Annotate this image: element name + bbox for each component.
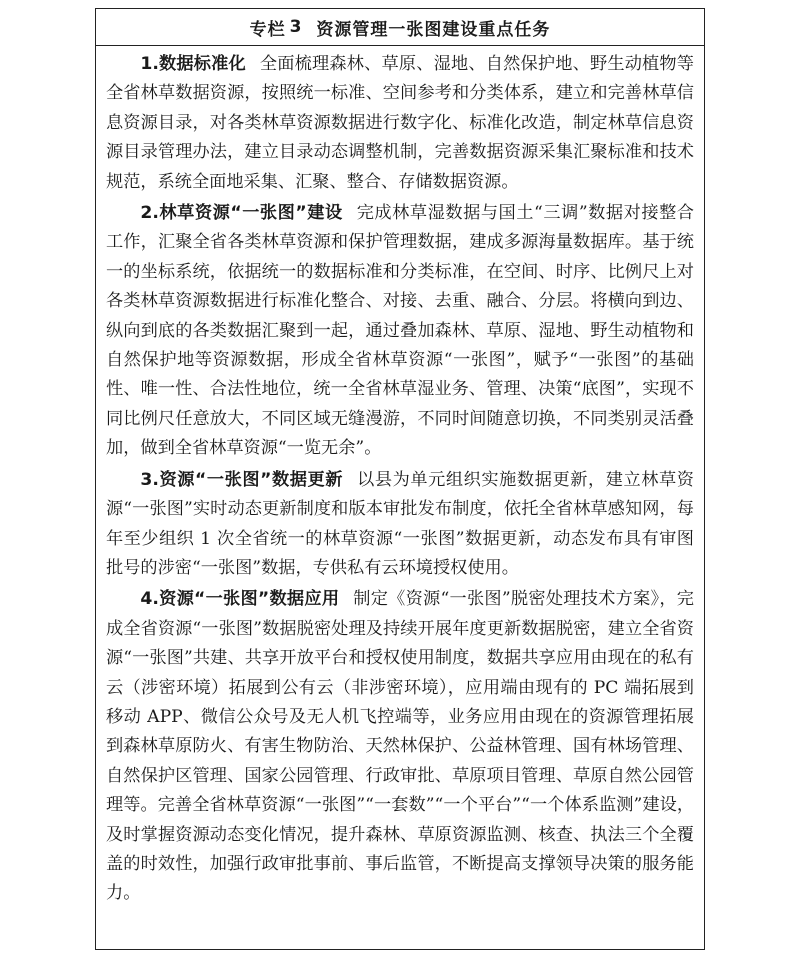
box-title-prefix: 专栏 — [249, 19, 286, 40]
section-one-map-application — [106, 585, 694, 908]
section-heading: 3.资源“一张图”数据更新 — [140, 469, 344, 490]
box-title — [96, 9, 704, 46]
section-one-map-update — [106, 466, 694, 584]
section-body: 完成林草湿数据与国土“三调”数据对接整合工作，汇聚全省各类林草资源和保护管理数据，建成多源海量数据库。基于统一的坐标系统，依据统一的数据标准和分类标准，在空间、时序、比例尺上对各类林草资源数据进行标准化整合、对接、去重、融合、分层。将横向到边、纵向到底的各类数据汇聚到一起，通过叠加森林、草原、湿地、野生动植物和自然保护地等资源数据，形成全省林草资源“一张图”，赋予“一张图”的基础性、唯一性、合法性地位，统一全省林草湿业务、管理、决策“底图”，实现不同比例尺任意放大，不同区域无缝漫游，不同时间随意切换，不同类别灵活叠加，做到全省林草资源“一览无余”。 — [106, 203, 694, 459]
section-data-standardization — [106, 50, 694, 197]
section-body: 全面梳理森林、草原、湿地、自然保护地、野生动植物等全省林草数据资源，按照统一标准、空间参考和分类体系，建立和完善林草信息资源目录，对各类林草资源数据进行数字化、标准化改造，制定林草信息资源目录管理办法，建立目录动态调整机制，完善数据资源采集汇聚标准和技术规范，系统全面地采集、汇聚、整合、存储数据资源。 — [106, 54, 694, 192]
box-title-number: 3 — [289, 17, 303, 37]
box-title-text: 资源管理一张图建设重点任务 — [316, 19, 551, 40]
feature-box — [95, 8, 705, 950]
section-heading: 2.林草资源“一张图”建设 — [140, 203, 343, 224]
section-heading: 1.数据标准化 — [140, 54, 246, 74]
section-body: 以县为单元组织实施数据更新，建立林草资源“一张图”实时动态更新制度和版本审批发布制度，依托全省林草感知网，每年至少组织 1 次全省统一的林草资源“一张图”数据更新，动态发布具有审图批号的涉密“一张图”数据，专供私有云环境授权使用。 — [106, 469, 694, 578]
section-body: 制定《资源“一张图”脱密处理技术方案》，完成全省资源“一张图”数据脱密处理及持续开展年度更新数据脱密，建立全省资源“一张图”共建、共享开放平台和授权使用制度，数据共享应用由现在的私有云（涉密环境）拓展到公有云（非涉密环境），应用端由现有的 PC 端拓展到移动 APP、微信公众号及无人机飞控端等，业务应用由现在的资源管理拓展到森林草原防火、有害生物防治、天然林保护、公益林管理、国有林场管理、自然保护区管理、国家公园管理、行政审批、草原项目管理、草原自然公园管理等。完善全省林草资源“一张图”“一套数”“一个平台”“一个体系监测”建设，及时掌握资源动态变化情况，提升森林、草原资源监测、核查、执法三个全覆盖的时效性，加强行政审批事前、事后监管，不断提高支撑领导决策的服务能力。 — [106, 589, 695, 904]
section-heading: 4.资源“一张图”数据应用 — [140, 589, 340, 610]
section-one-map-construction — [106, 199, 694, 464]
box-content — [96, 46, 704, 909]
